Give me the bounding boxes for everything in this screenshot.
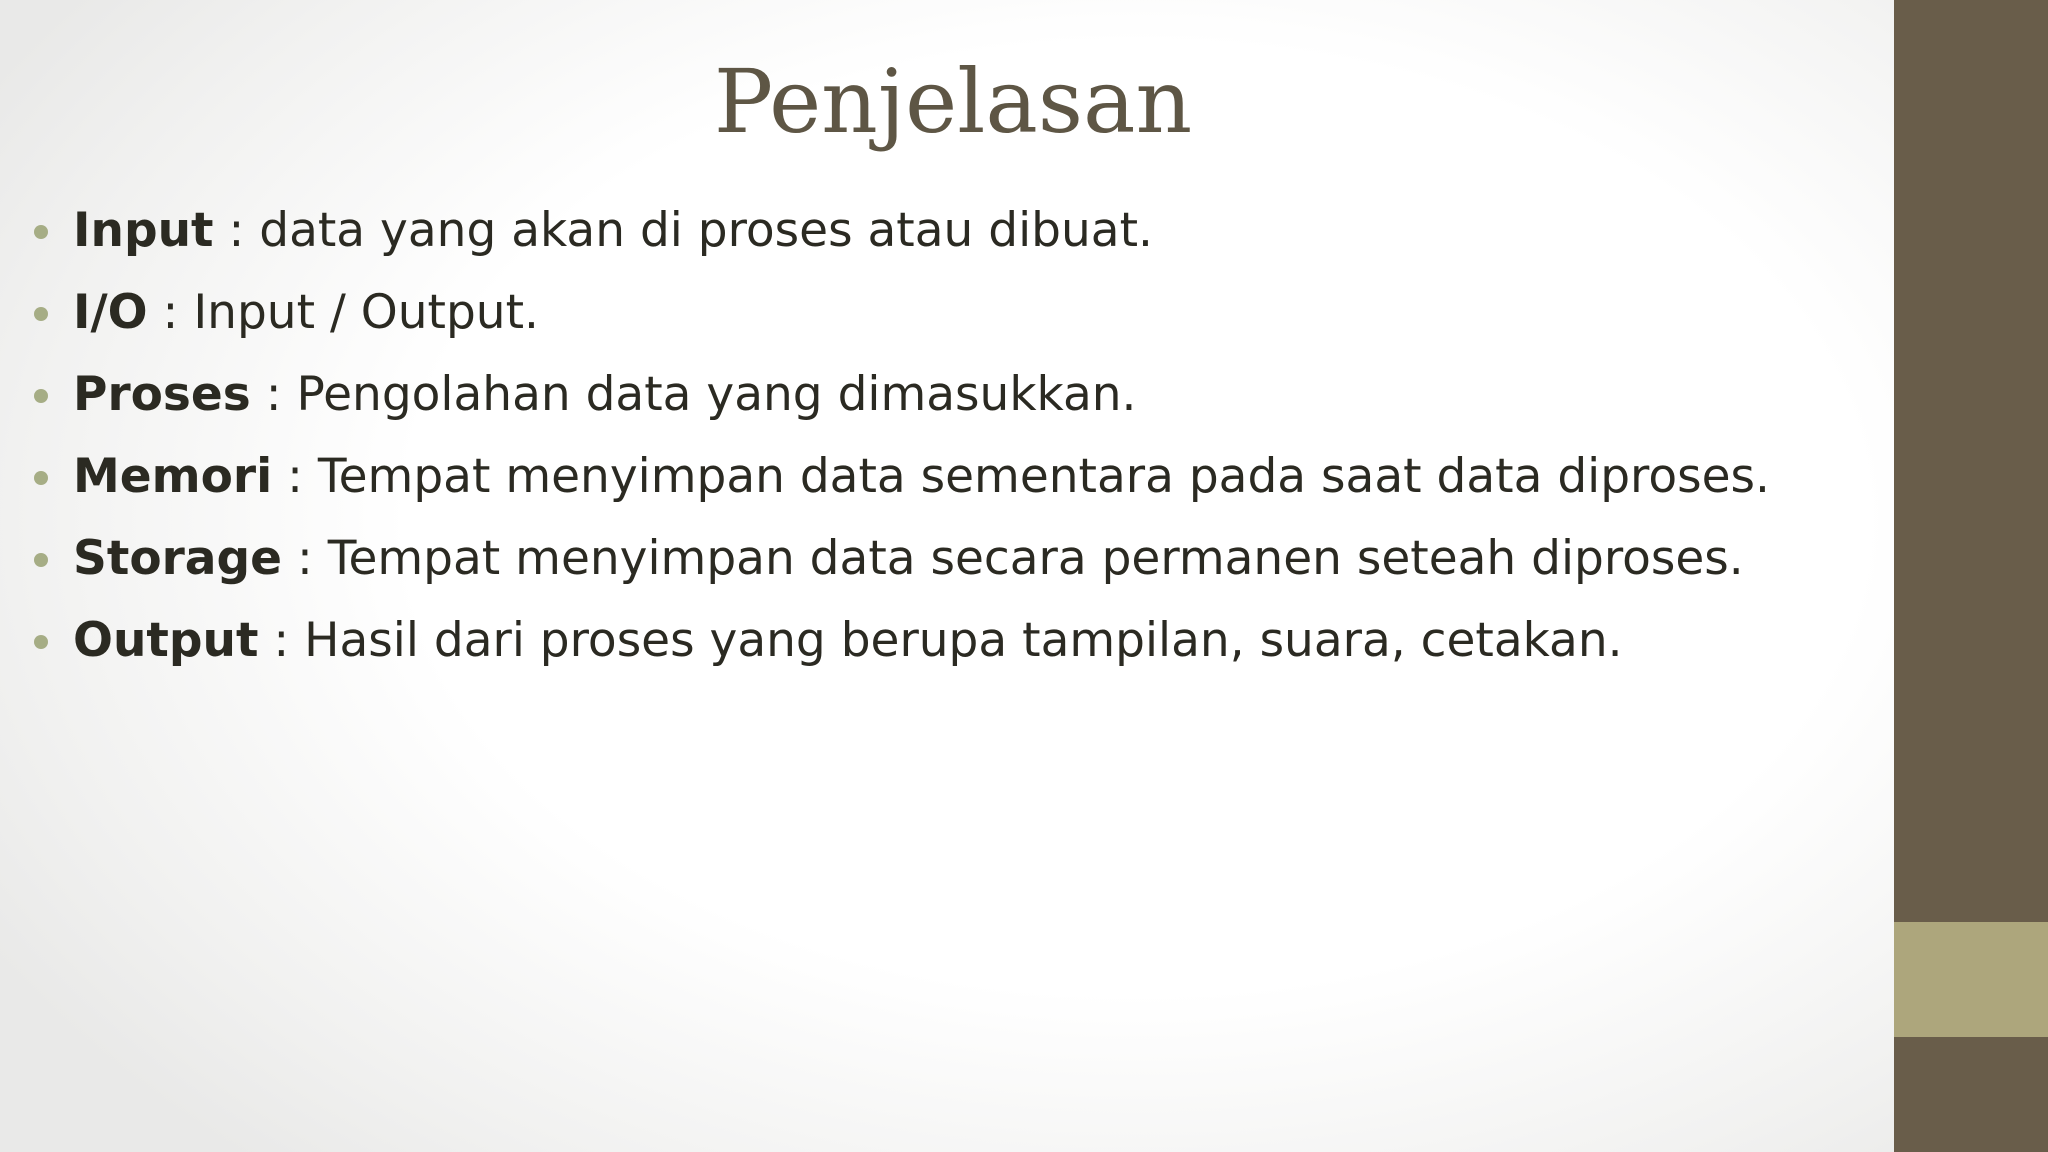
bullet-description: : Tempat menyimpan data secara permanen seteah diproses. bbox=[282, 531, 1744, 586]
bullet-dot-icon bbox=[34, 225, 48, 239]
bullet-term: Output bbox=[73, 613, 259, 668]
bullet-term: Storage bbox=[73, 531, 283, 586]
bullet-description: : Hasil dari proses yang berupa tampilan, suara, cetakan. bbox=[258, 613, 1623, 668]
bullet-dot-icon bbox=[34, 471, 48, 485]
bullet-dot-icon bbox=[34, 307, 48, 321]
bullet-item-output bbox=[34, 600, 1874, 682]
bullet-term: Input bbox=[73, 203, 214, 258]
bullet-item-io bbox=[34, 272, 1874, 354]
bullet-text bbox=[73, 354, 1136, 436]
slide-title: Penjelasan bbox=[713, 50, 1193, 153]
bullet-dot-icon bbox=[34, 389, 48, 403]
bullet-text bbox=[73, 436, 1770, 518]
bullet-term: Memori bbox=[73, 449, 273, 504]
bullet-description: : Pengolahan data yang dimasukkan. bbox=[250, 367, 1137, 422]
bullet-dot-icon bbox=[34, 635, 48, 649]
bullet-dot-icon bbox=[34, 553, 48, 567]
bullet-item-input bbox=[34, 190, 1874, 272]
bullet-text bbox=[73, 272, 539, 354]
bullet-item-memori bbox=[34, 436, 1874, 518]
bullet-description: : data yang akan di proses atau dibuat. bbox=[213, 203, 1153, 258]
bullet-description: : Input / Output. bbox=[147, 285, 539, 340]
bullet-item-storage bbox=[34, 518, 1874, 600]
bullet-text bbox=[73, 190, 1153, 272]
bullet-text bbox=[73, 518, 1744, 600]
bullet-text bbox=[73, 600, 1623, 682]
bullet-term: I/O bbox=[73, 285, 148, 340]
bullet-term: Proses bbox=[73, 367, 251, 422]
bullet-list bbox=[34, 190, 1874, 682]
bullet-item-proses bbox=[34, 354, 1874, 436]
side-decor-accent bbox=[1894, 922, 2048, 1037]
bullet-description: : Tempat menyimpan data sementara pada saat data diproses. bbox=[272, 449, 1770, 504]
